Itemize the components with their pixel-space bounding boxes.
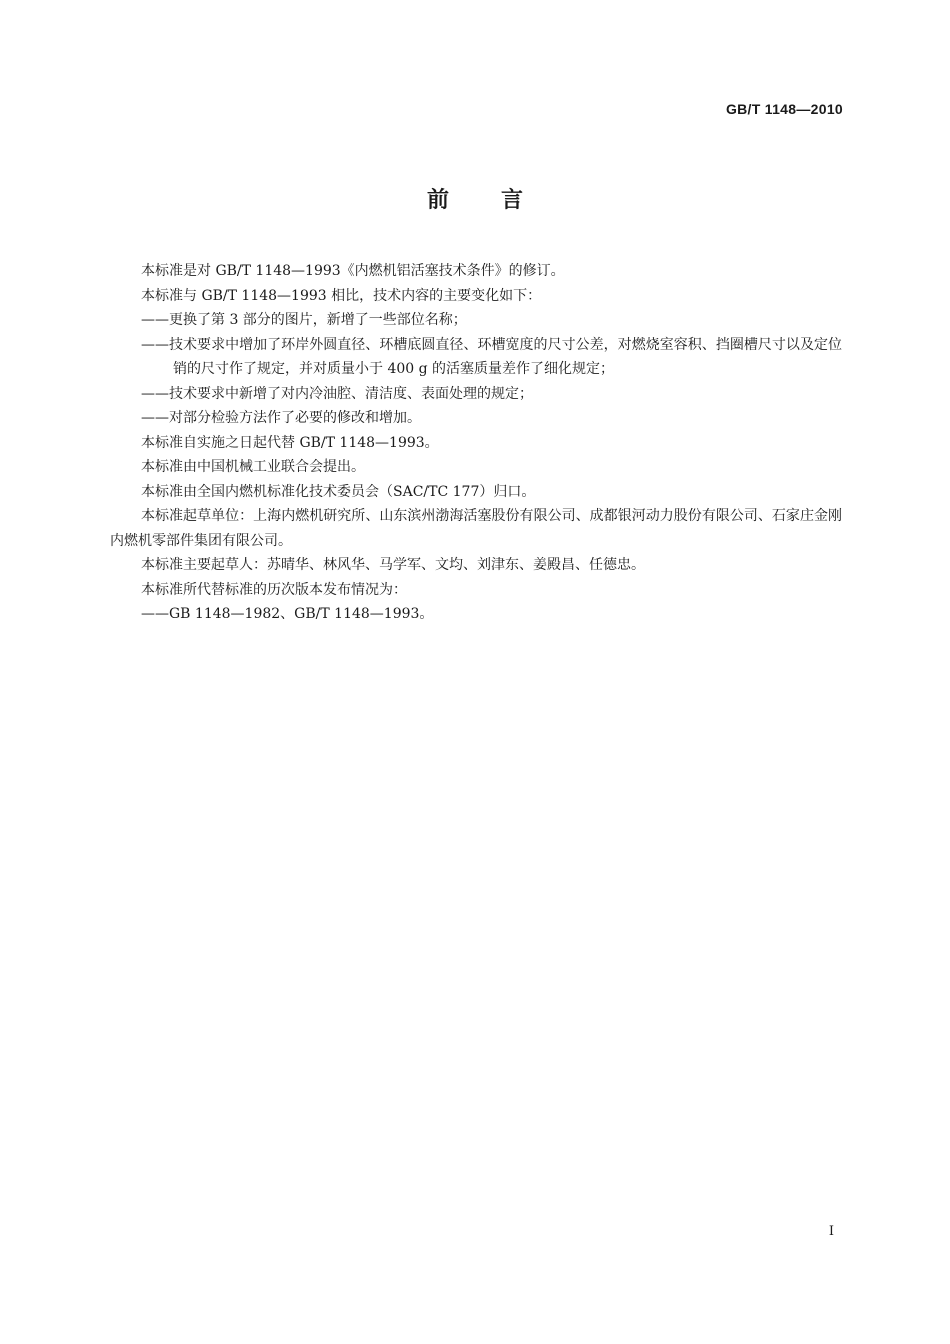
paragraph-proposed-by: 本标准由中国机械工业联合会提出。 <box>141 459 365 475</box>
standard-code: GB/T 1148—2010 <box>725 101 843 117</box>
document-body <box>110 259 842 627</box>
paragraph-drafting-units: 本标准起草单位：上海内燃机研究所、山东滨州渤海活塞股份有限公司、成都银河动力股份有限公司、石家庄金刚内燃机零部件集团有限公司。 <box>110 508 842 549</box>
change-item-new-requirements: ——技术要求中新增了对内冷油腔、清洁度、表面处理的规定； <box>141 385 533 402</box>
paragraph-history-intro: 本标准所代替标准的历次版本发布情况为： <box>141 581 407 598</box>
paragraph-changes-intro: 本标准与 GB/T 1148—1993 相比，技术内容的主要变化如下： <box>141 287 542 304</box>
paragraph-revision-note: 本标准是对 GB/T 1148—1993《内燃机铝活塞技术条件》的修订。 <box>141 263 565 279</box>
paragraph-replaces: 本标准自实施之日起代替 GB/T 1148—1993。 <box>141 434 439 451</box>
change-item-test-methods: ——对部分检验方法作了必要的修改和增加。 <box>141 410 421 426</box>
change-item-figures: ——更换了第 3 部分的图片，新增了一些部位名称； <box>141 312 467 328</box>
history-item-versions: ——GB 1148—1982、GB/T 1148—1993。 <box>141 606 434 622</box>
change-item-tolerances: ——技术要求中增加了环岸外圆直径、环槽底圆直径、环槽宽度的尺寸公差，对燃烧室容积、挡圈槽尺寸以及定位销的尺寸作了规定，并对质量小于 400 g 的活塞质量差作了细化规定； <box>141 336 842 377</box>
paragraph-drafters: 本标准主要起草人：苏晴华、林风华、马学军、文均、刘津东、姜殿昌、任德忠。 <box>141 557 645 573</box>
paragraph-under-jurisdiction: 本标准由全国内燃机标准化技术委员会（SAC/TC 177）归口。 <box>141 483 536 500</box>
page-title: 前言 <box>426 188 575 213</box>
page-number: I <box>828 1224 834 1239</box>
